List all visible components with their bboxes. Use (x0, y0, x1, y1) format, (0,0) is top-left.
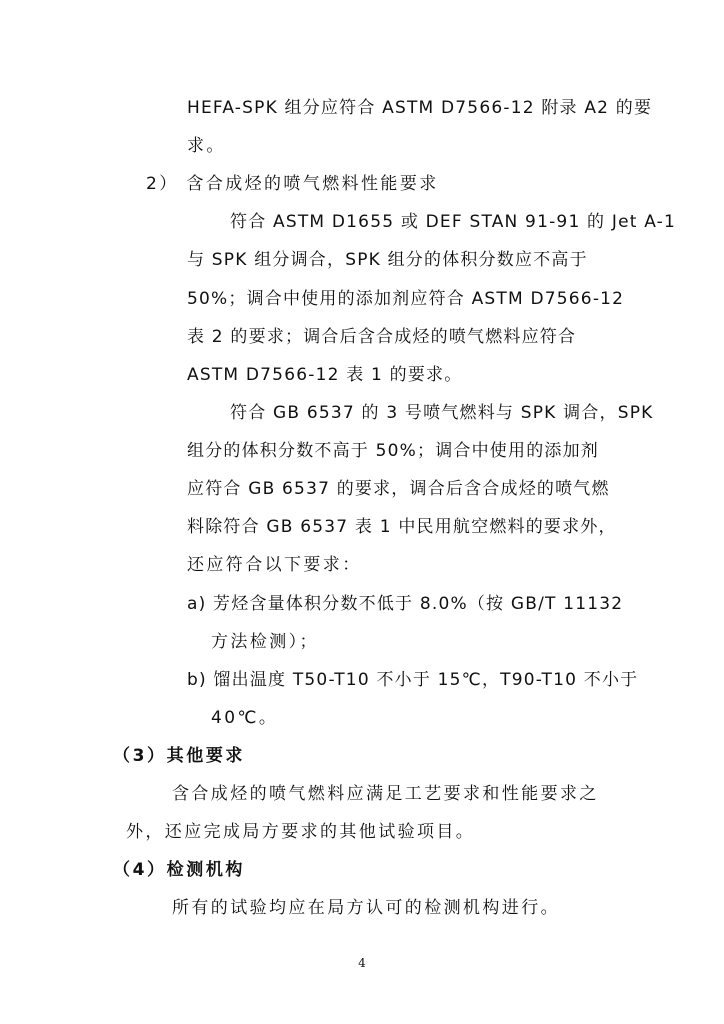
list-item-continuation: 方法检测）； (211, 632, 319, 652)
list-item: b) 馏出温度 T50-T10 不小于 15℃，T90-T10 不小于 (187, 670, 639, 690)
text-line: 组分的体积分数不高于 50%；调合中使用的添加剂 (187, 441, 599, 461)
text-line: 料除符合 GB 6537 表 1 中民用航空燃料的要求外， (187, 517, 617, 537)
text-line: 50%；调合中使用的添加剂应符合 ASTM D7566-12 (187, 289, 625, 309)
section-heading: （4）检测机构 (113, 860, 246, 880)
list-item: a) 芳烃含量体积分数不低于 8.0%（按 GB/T 11132 (187, 594, 624, 614)
page-number: 4 (358, 956, 366, 970)
text-line: 含合成烃的喷气燃料应满足工艺要求和性能要求之 (172, 784, 599, 804)
text-line: 还应符合以下要求： (187, 555, 362, 575)
text-line: 外，还应完成局方要求的其他试验项目。 (126, 822, 476, 842)
text-line: 求。 (187, 136, 226, 156)
text-line: HEFA-SPK 组分应符合 ASTM D7566-12 附录 A2 的要 (187, 98, 653, 118)
text-line: 应符合 GB 6537 的要求，调合后含合成烃的喷气燃 (187, 479, 610, 499)
text-line: 符合 ASTM D1655 或 DEF STAN 91-91 的 Jet A-1 (230, 212, 677, 232)
sub-heading: 2） 含合成烃的喷气燃料性能要求 (146, 174, 439, 194)
text-line: ASTM D7566-12 表 1 的要求。 (187, 365, 463, 385)
text-line: 所有的试验均应在局方认可的检测机构进行。 (172, 898, 560, 918)
list-item-continuation: 40℃。 (211, 708, 279, 728)
text-line: 表 2 的要求；调合后含合成烃的喷气燃料应符合 (187, 327, 577, 347)
section-heading: （3）其他要求 (113, 746, 246, 766)
text-line: 与 SPK 组分调合，SPK 组分的体积分数应不高于 (187, 250, 588, 270)
text-line: 符合 GB 6537 的 3 号喷气燃料与 SPK 调合，SPK (230, 403, 654, 423)
